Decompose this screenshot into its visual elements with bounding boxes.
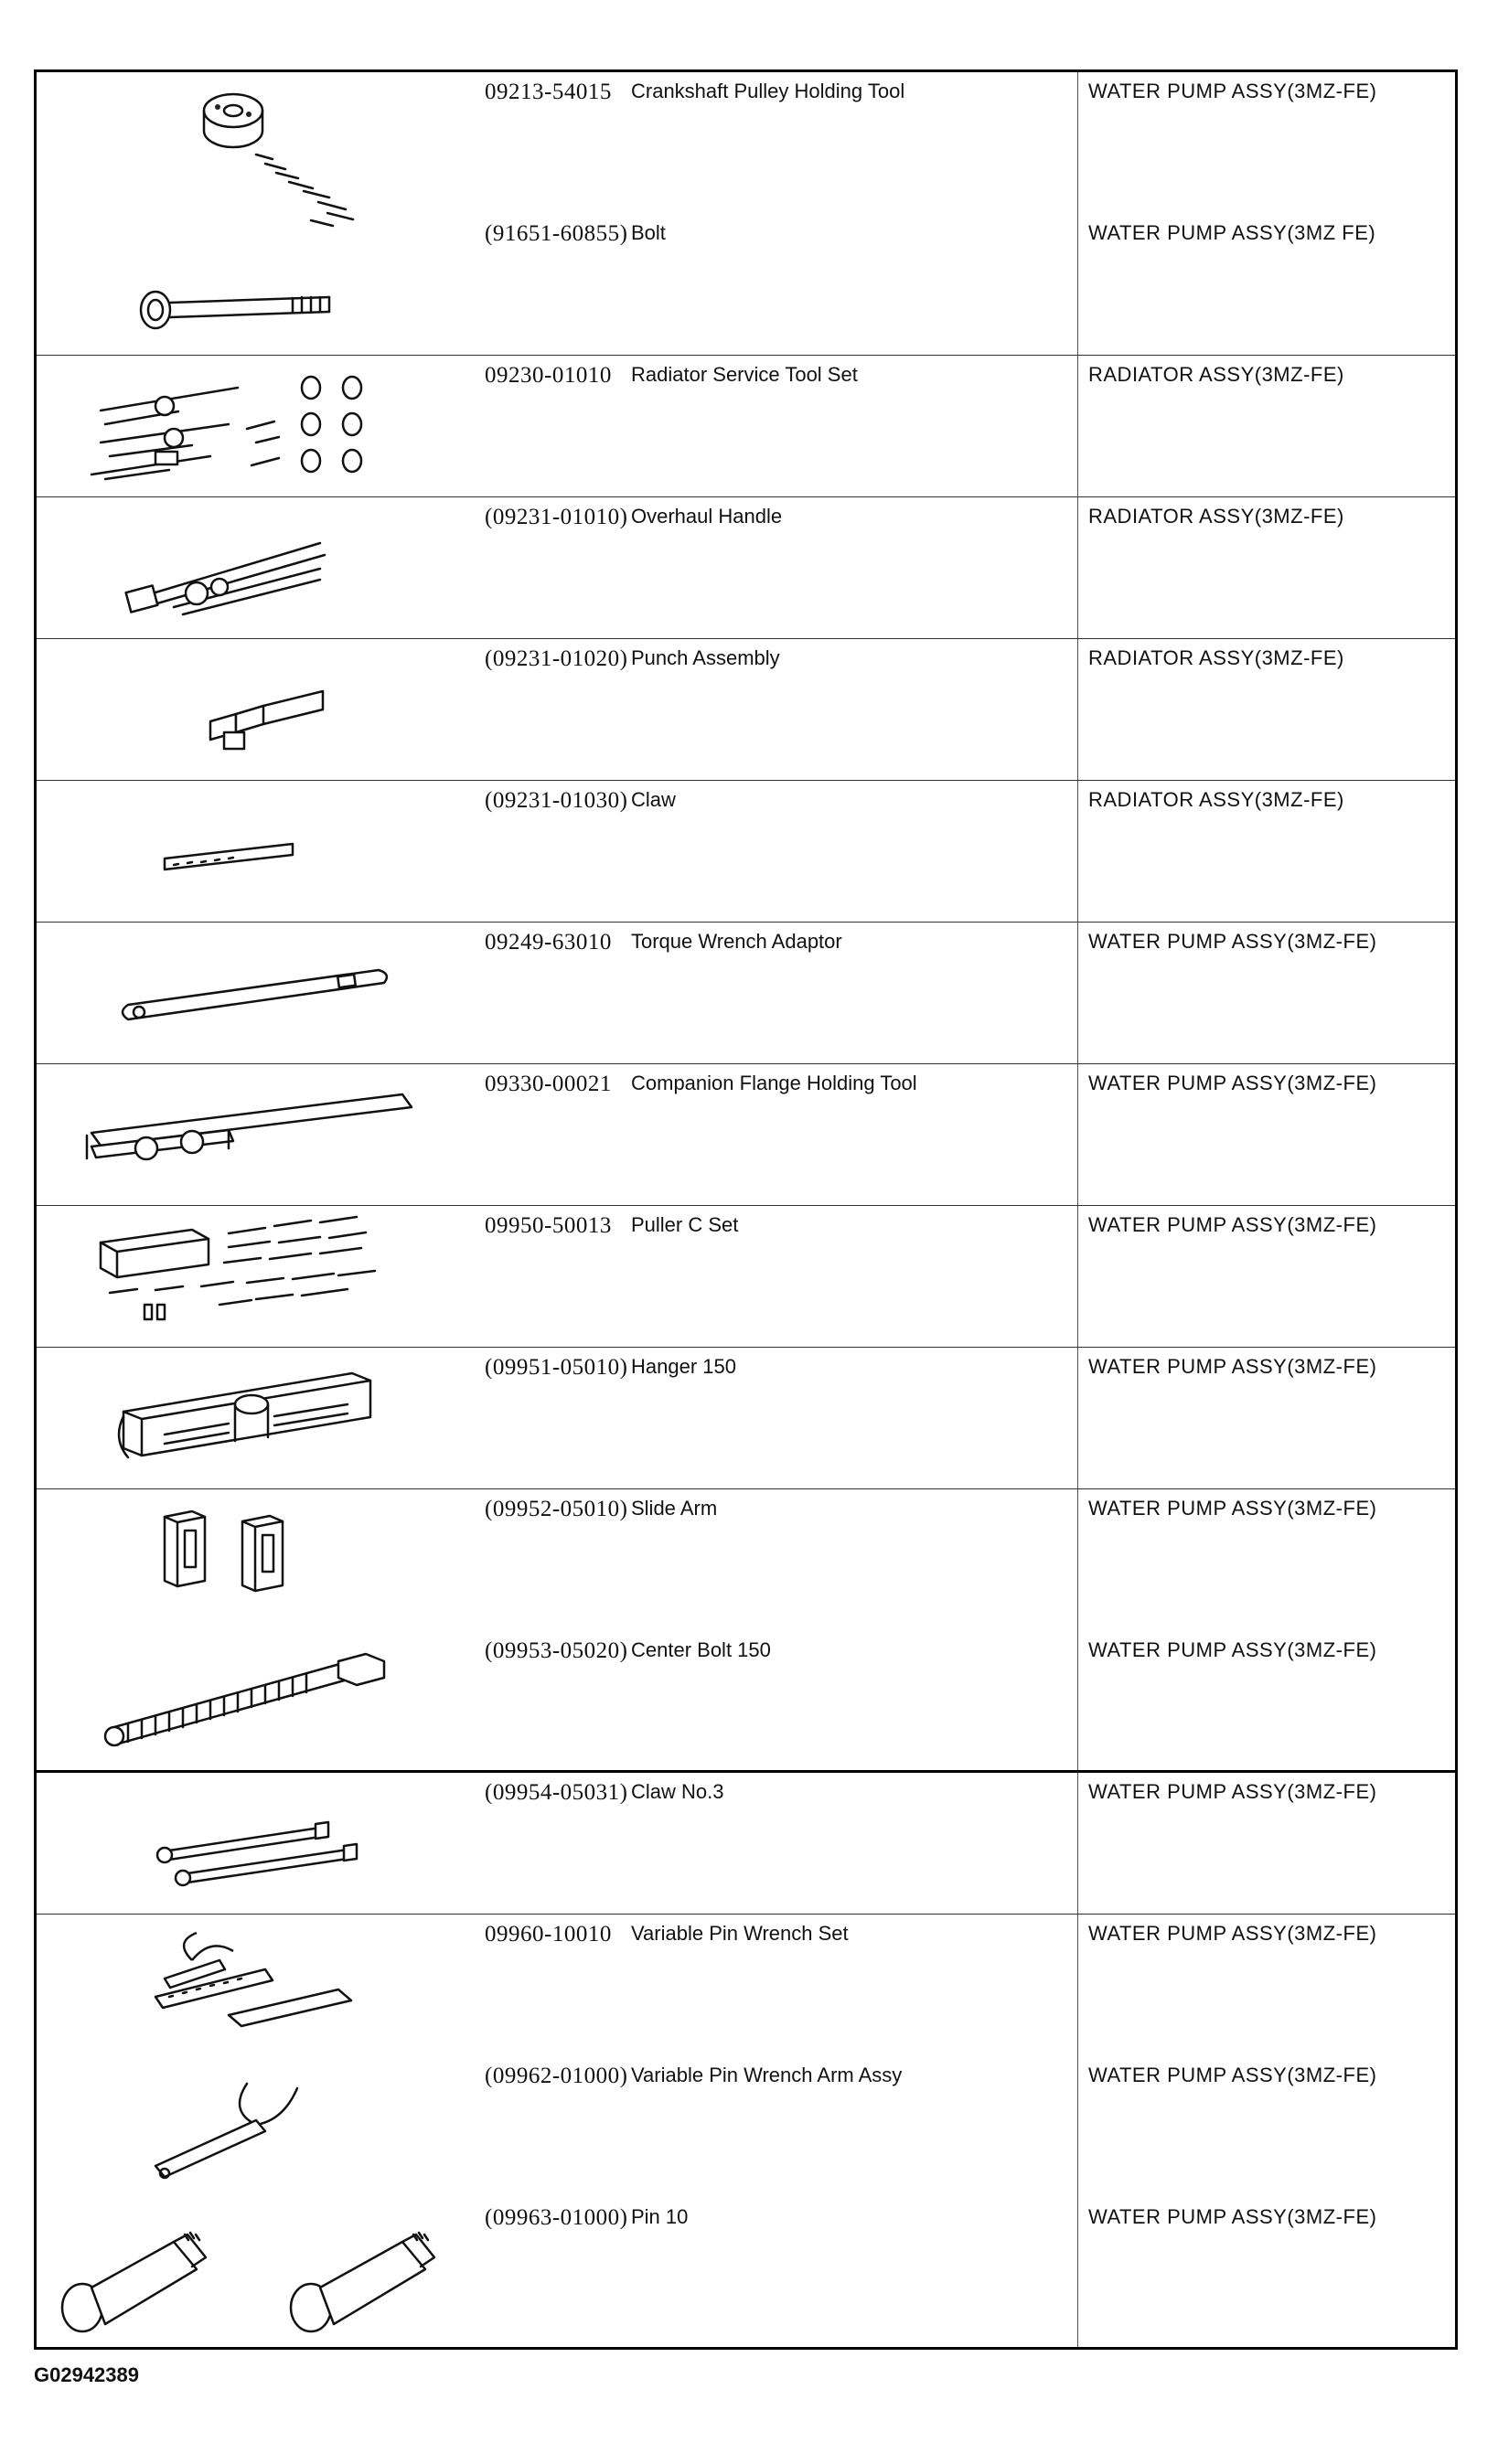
table-row [37,1348,1455,1489]
table-row [37,1489,1455,1773]
application: RADIATOR ASSY(3MZ-FE) [1088,363,1344,386]
list-item [37,1638,1455,1675]
tool-name: Center Bolt 150 [631,1638,771,1661]
list-item [37,1922,1455,1958]
list-item [37,930,1455,966]
part-number: (09963-01000) [485,2205,628,2230]
list-item [37,2205,1455,2242]
special-service-tools-table [34,69,1458,2350]
application: WATER PUMP ASSY(3MZ-FE) [1088,1638,1377,1661]
tool-name: Crankshaft Pulley Holding Tool [631,80,905,102]
list-item [37,80,1455,116]
part-number: 09249-63010 [485,930,612,955]
application: RADIATOR ASSY(3MZ-FE) [1088,788,1344,811]
part-number: (91651-60855) [485,221,628,246]
part-number: (09962-01000) [485,2064,628,2088]
figure-reference: G02942389 [34,2363,139,2386]
tool-name: Pin 10 [631,2205,689,2228]
list-item [37,1213,1455,1250]
bolt-icon [37,283,448,356]
table-row [37,1206,1455,1348]
part-number: (09951-05010) [485,1355,628,1380]
list-item [37,2064,1455,2100]
part-number: 09213-54015 [485,80,612,104]
table-row [37,923,1455,1064]
table-row [37,1915,1455,2347]
part-number: 09960-10010 [485,1922,612,1947]
table-row [37,639,1455,781]
list-item [37,1780,1455,1817]
list-item [37,363,1455,400]
tool-name: Bolt [631,221,666,244]
application: WATER PUMP ASSY(3MZ-FE) [1088,1072,1377,1094]
part-number: (09953-05020) [485,1638,628,1663]
table-row [37,1773,1455,1915]
table-row [37,781,1455,923]
tool-name: Claw [631,788,676,811]
application: WATER PUMP ASSY(3MZ-FE) [1088,80,1377,102]
tool-name: Punch Assembly [631,646,780,669]
application: RADIATOR ASSY(3MZ-FE) [1088,646,1344,669]
table-row [37,356,1455,497]
part-number: (09954-05031) [485,1780,628,1805]
application: RADIATOR ASSY(3MZ-FE) [1088,505,1344,528]
application: WATER PUMP ASSY(3MZ-FE) [1088,2205,1377,2228]
application: WATER PUMP ASSY(3MZ-FE) [1088,1922,1377,1945]
tool-name: Overhaul Handle [631,505,783,528]
application: WATER PUMP ASSY(3MZ-FE) [1088,930,1377,953]
application: WATER PUMP ASSY(3MZ-FE) [1088,1355,1377,1378]
tool-name: Torque Wrench Adaptor [631,930,842,953]
application: WATER PUMP ASSY(3MZ-FE) [1088,1213,1377,1236]
tool-name: Claw No.3 [631,1780,724,1803]
tool-name: Puller C Set [631,1213,739,1236]
tool-name: Variable Pin Wrench Arm Assy [631,2064,903,2086]
tool-name: Companion Flange Holding Tool [631,1072,917,1094]
part-number: 09950-50013 [485,1213,612,1238]
part-number: (09231-01010) [485,505,628,529]
application: WATER PUMP ASSY(3MZ-FE) [1088,1497,1377,1520]
part-number: 09330-00021 [485,1072,612,1096]
tool-name: Slide Arm [631,1497,718,1520]
list-item [37,1355,1455,1392]
list-item [37,1497,1455,1533]
table-row [37,1064,1455,1206]
list-item [37,646,1455,683]
application: WATER PUMP ASSY(3MZ-FE) [1088,2064,1377,2086]
table-row [37,497,1455,639]
part-number: 09230-01010 [485,363,612,388]
tool-name: Hanger 150 [631,1355,736,1378]
part-number: (09952-05010) [485,1497,628,1521]
application: WATER PUMP ASSY(3MZ FE) [1088,221,1376,244]
list-item [37,1072,1455,1108]
list-item [37,505,1455,541]
list-item [37,788,1455,825]
part-number: (09231-01030) [485,788,628,813]
tool-name: Variable Pin Wrench Set [631,1922,849,1945]
table-row [37,72,1455,356]
application: WATER PUMP ASSY(3MZ-FE) [1088,1780,1377,1803]
part-number: (09231-01020) [485,646,628,671]
list-item [37,221,1455,258]
tool-name: Radiator Service Tool Set [631,363,858,386]
